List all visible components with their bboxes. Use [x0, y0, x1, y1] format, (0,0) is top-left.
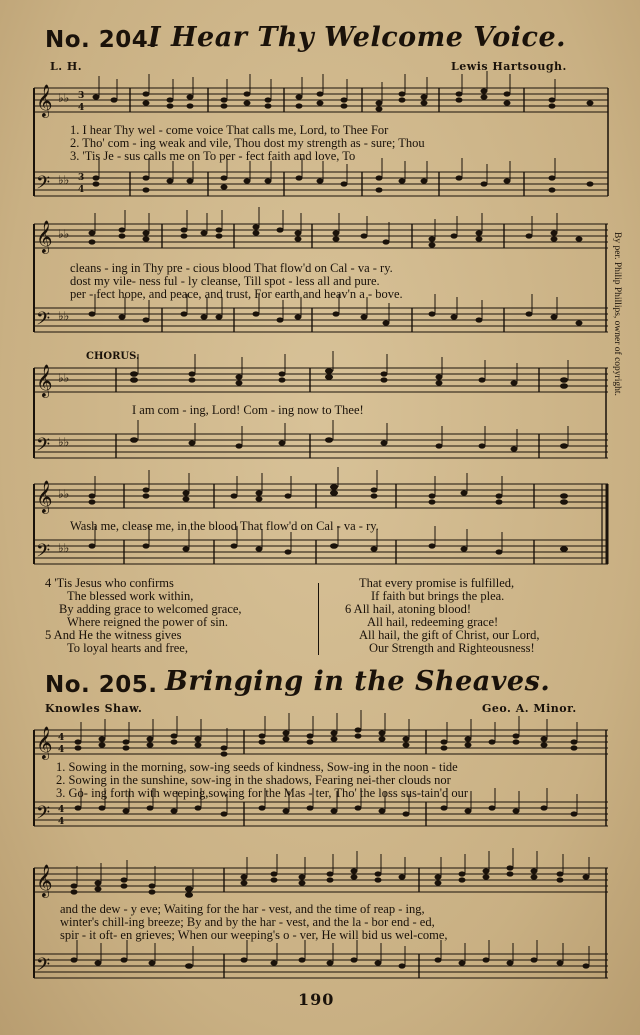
h204-s2-verse2: dost my vile- ness ful - ly cleanse, Till spot - less all and pure. [70, 274, 380, 288]
svg-text:𝄢: 𝄢 [36, 173, 51, 198]
verse-line: By adding grace to welcomed grace, [59, 602, 242, 616]
verse-line: 4 'Tis Jesus who confirms [45, 576, 174, 590]
verse-line: To loyal hearts and free, [67, 641, 188, 655]
svg-text:♭♭: ♭♭ [58, 541, 70, 555]
svg-text:♭♭: ♭♭ [58, 173, 70, 187]
h205-s1-verse1: 1. Sowing in the morning, sow-ing seeds of kindness, Sow-ing in the noon - tide [56, 760, 458, 774]
h205-s1-verse2: 2. Sowing in the sunshine, sow-ing in the shadows, Fearing nei-ther clouds nor [56, 773, 451, 787]
svg-text:3: 3 [78, 91, 85, 101]
verse-line: That every promise is fulfilled, [359, 576, 515, 590]
svg-text:𝄞: 𝄞 [36, 480, 53, 513]
h204-s1-verse1: 1. I hear Thy wel - come voice That calls me, Lord, to Thee For [70, 123, 389, 137]
verse-line: If faith but brings the plea. [371, 589, 505, 603]
h204-s1-verse3: 3. 'Tis Je - sus calls me on To per - fect faith and love, To [70, 149, 356, 163]
verses-left-column [45, 577, 315, 655]
h205-s1-verse3: 3. Go- ing forth with weeping,sowing for the Mas - ter, Tho' the loss sus-tain'd our [56, 786, 469, 800]
hymn-204-title: I Hear Thy Welcome Voice. [148, 22, 567, 53]
verse-line: Where reigned the power of sin. [67, 615, 229, 629]
svg-text:♭♭: ♭♭ [58, 309, 70, 323]
svg-text:4: 4 [58, 745, 65, 755]
verse-line: 5 And He the witness gives [45, 628, 182, 642]
svg-text:4: 4 [78, 185, 85, 195]
hymn-204-number: No. 204. [45, 27, 158, 53]
verse-line: Our Strength and Righteousness! [369, 641, 535, 655]
h205-s2-verse2: winter's chill-ing breeze; By and by the har - vest, and the la - bor end - ed, [60, 915, 435, 929]
svg-text:𝄢: 𝄢 [36, 309, 51, 334]
svg-text:♭♭: ♭♭ [58, 227, 70, 241]
h204-s1-verse2: 2. Tho' com - ing weak and vile, Thou dost my strength as - sure; Thou [70, 136, 425, 150]
svg-text:𝄢: 𝄢 [36, 541, 51, 566]
svg-text:𝄞: 𝄞 [36, 220, 53, 253]
hymn-205-number: No. 205. [45, 672, 158, 698]
svg-text:𝄞: 𝄞 [36, 364, 53, 397]
h204-s2-verse1: cleans - ing in Thy pre - cious blood That flow'd on Cal - va - ry. [70, 261, 393, 275]
svg-text:♭♭: ♭♭ [58, 371, 70, 385]
verse-divider [318, 583, 319, 655]
verse-line: The blessed work within, [67, 589, 194, 603]
h204-s2-verse3: per - fect hope, and peace, and trust, For earth and heav'n a - bove. [70, 287, 403, 301]
h204-s4-lyrics: Wash me, clease me, in the blood That flow'd on Cal - va - ry. [70, 519, 379, 533]
verse-line: All hail, the gift of Christ, our Lord, [359, 628, 540, 642]
svg-text:𝄢: 𝄢 [36, 435, 51, 460]
verses-right-column [345, 577, 615, 655]
hymn-205-music-credit: Geo. A. Minor. [482, 702, 577, 715]
chorus-label: CHORUS. [86, 351, 140, 362]
hymn-204-words-credit: L. H. [50, 60, 83, 73]
h205-s2-verse1: and the dew - y eve; Waiting for the har - vest, and the time of reap - ing, [60, 902, 425, 916]
verse-line: 6 All hail, atoning blood! [345, 602, 472, 616]
svg-text:𝄞: 𝄞 [36, 864, 53, 897]
svg-text:4: 4 [58, 733, 65, 743]
svg-text:𝄢: 𝄢 [36, 803, 51, 828]
page-number: 190 [298, 990, 335, 1009]
verse-line: All hail, redeeming grace! [367, 615, 499, 629]
svg-text:♭♭: ♭♭ [58, 435, 70, 449]
svg-text:4: 4 [78, 103, 85, 113]
h205-s2-verse3: spir - it oft- en grieves; When our weeping's o - ver, He will bid us wel-come, [60, 928, 448, 942]
svg-text:𝄞: 𝄞 [36, 726, 53, 759]
svg-text:𝄢: 𝄢 [36, 955, 51, 980]
svg-text:4: 4 [58, 817, 65, 827]
copyright-side-note: By per. Philip Phillips, owner of copyright. [612, 232, 622, 396]
hymn-204-music-credit: Lewis Hartsough. [451, 60, 567, 73]
chorus-lyrics: I am com - ing, Lord! Com - ing now to Thee! [132, 403, 364, 417]
svg-text:♭♭: ♭♭ [58, 487, 70, 501]
hymn-205-title: Bringing in the Sheaves. [165, 666, 551, 697]
svg-text:♭♭: ♭♭ [58, 91, 70, 105]
svg-text:4: 4 [58, 805, 65, 815]
svg-text:3: 3 [78, 173, 85, 183]
hymn-205-words-credit: Knowles Shaw. [45, 702, 143, 715]
svg-text:𝄞: 𝄞 [36, 84, 53, 117]
